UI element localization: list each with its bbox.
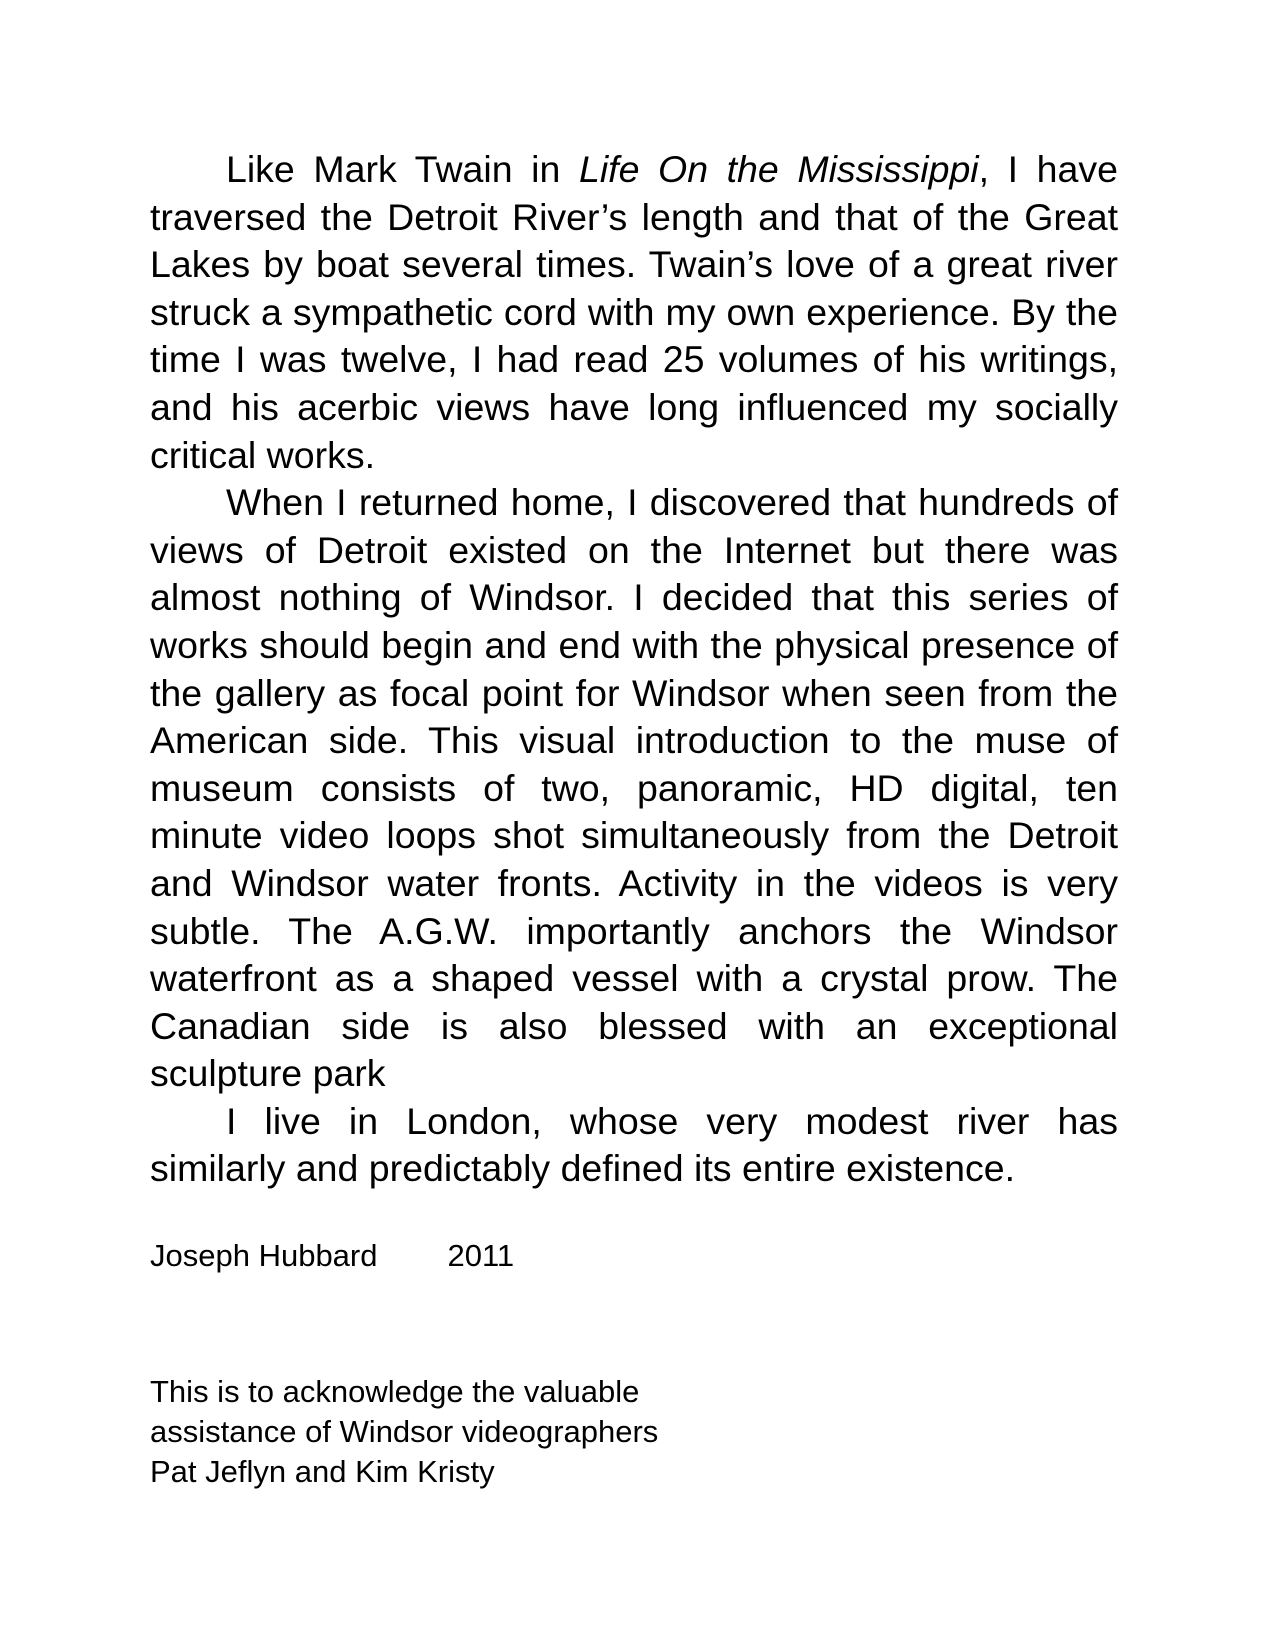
acknowledgement-line-1: This is to acknowledge the valuable — [150, 1374, 640, 1409]
essay-body — [150, 146, 1118, 1193]
paragraph-1 — [150, 146, 1118, 479]
paragraph-3: I live in London, whose very modest river has similarly and predictably defined its entire existence. — [150, 1099, 1118, 1190]
signature-line — [150, 1236, 514, 1276]
signature-year: 2011 — [447, 1238, 515, 1273]
acknowledgement-line-2: assistance of Windsor videographers — [150, 1414, 659, 1449]
paragraph-2: When I returned home, I discovered that hundreds of views of Detroit existed on the Internet but there was almost nothing of Windsor. I decided that this series of works should begin and end with the physical presence of the gallery as focal point for Windsor when seen from the American side. This visual introduction to the muse of museum consists of two, panoramic, HD digital, ten minute video loops shot simultaneously from the Detroit and Windsor water fronts. Activity in the videos is very subtle. The A.G.W. importantly anchors the Windsor waterfront as a shaped vessel with a crystal prow. The Canadian side is also blessed with an exceptional sculpture park — [150, 481, 1118, 1095]
book-title: Life On the Mississippi — [578, 148, 979, 190]
paragraph-1-intro: Like Mark Twain in — [226, 148, 579, 190]
acknowledgement-block — [150, 1372, 770, 1492]
paragraph-1-rest: , I have traversed the Detroit River’s length and that of the Great Lakes by boat several times. Twain’s love of a great river struck a sympathetic cord with my own experience. By the time I was twelve, I had read 25 volumes of his writings, and his acerbic views have long influenced my socially critical works. — [150, 148, 1118, 476]
acknowledgement-line-3: Pat Jeflyn and Kim Kristy — [150, 1454, 495, 1489]
author-name: Joseph Hubbard — [150, 1238, 378, 1273]
